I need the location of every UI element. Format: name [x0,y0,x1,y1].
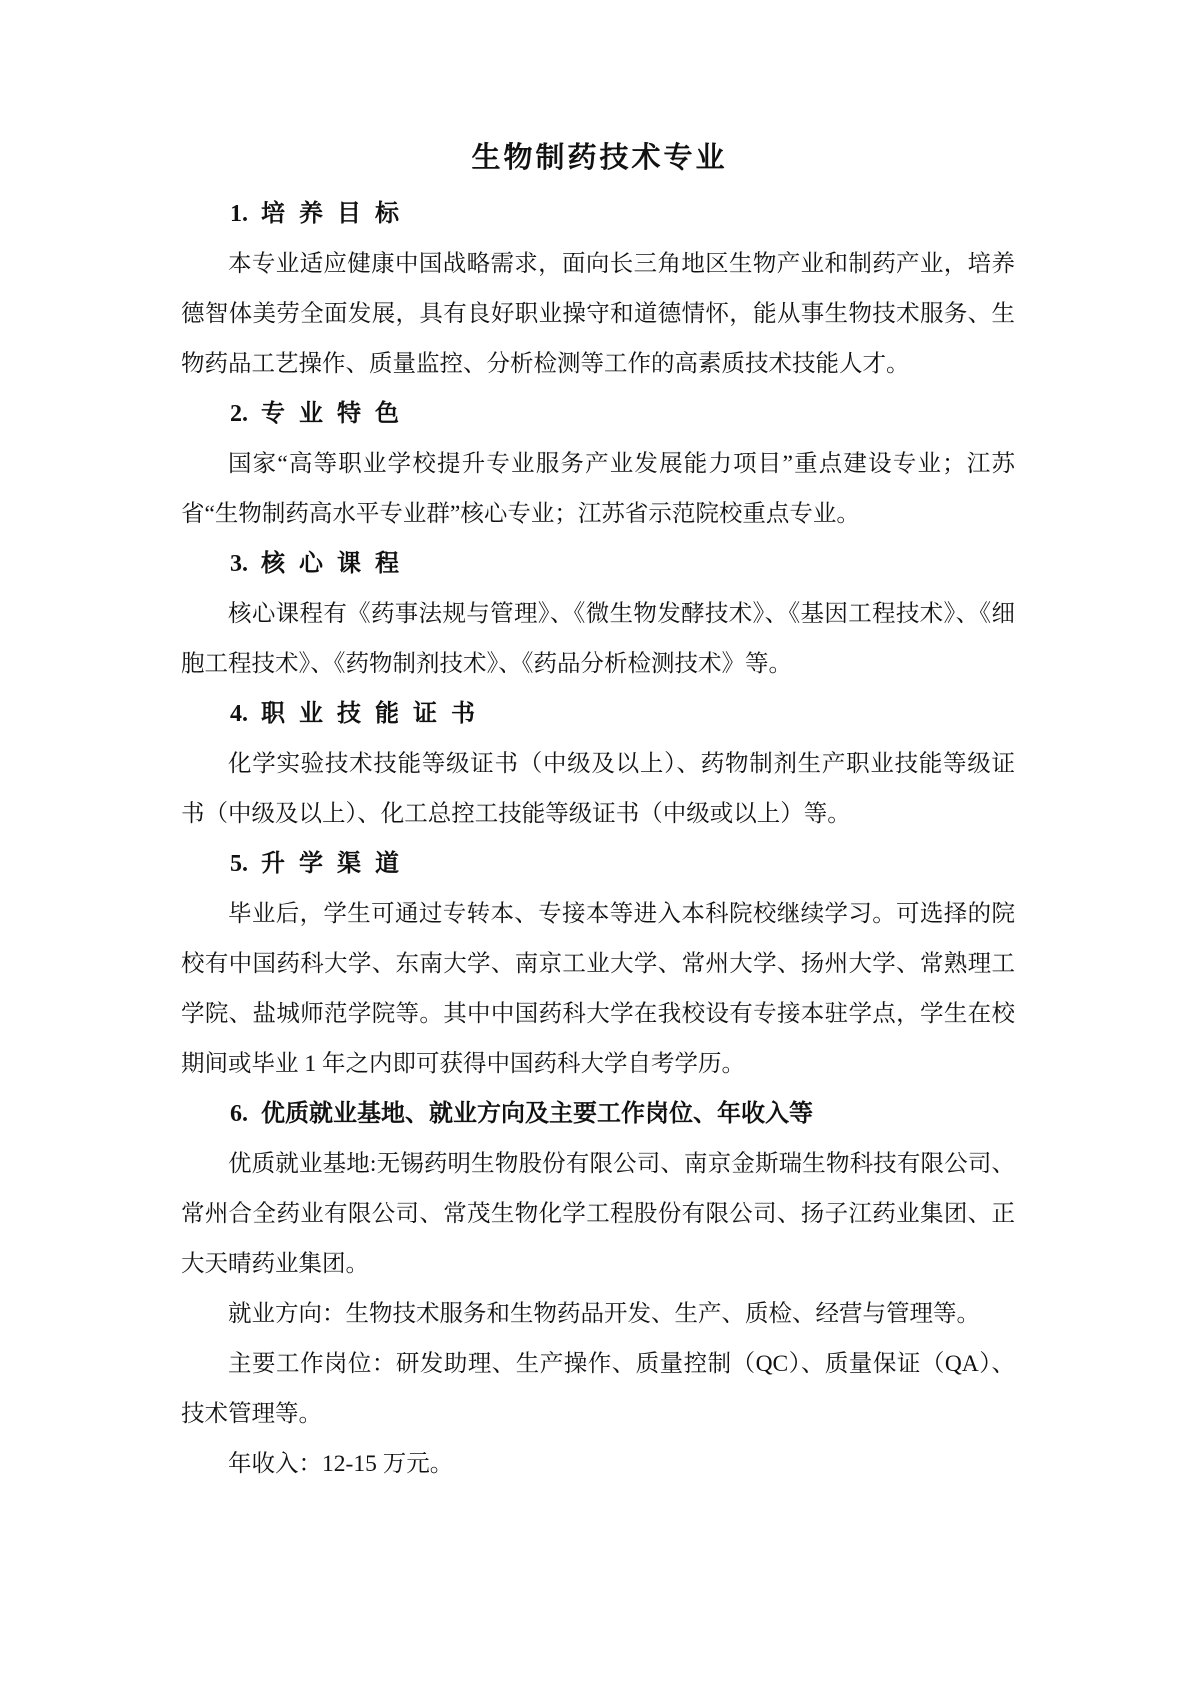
section-6-paragraph-job-positions: 主要工作岗位：研发助理、生产操作、质量控制（QC）、质量保证（QA）、技术管理等。 [181,1351,1015,1427]
section-6-paragraph-annual-income: 年收入：12-15 万元。 [228,1451,454,1477]
section-4-number: 4. [230,701,248,727]
document-title: 生物制药技术专业 [471,142,728,174]
section-5-heading [181,839,1015,889]
section-5-heading-label: 升学渠道 [261,851,413,877]
section-1-number: 1. [230,201,248,227]
section-4-heading [181,689,1015,739]
section-6-heading-label: 优质就业基地、就业方向及主要工作岗位、年收入等 [261,1101,813,1127]
section-6-paragraph-employment-bases: 优质就业基地:无锡药明生物股份有限公司、南京金斯瑞生物科技有限公司、常州合全药业有限公司、常茂生物化学工程股份有限公司、扬子江药业集团、正大天晴药业集团。 [181,1151,1015,1277]
section-2-heading [181,389,1015,439]
section-1-heading-label: 培养目标 [261,201,413,227]
section-6-heading [181,1089,1015,1139]
section-6-number: 6. [230,1101,248,1127]
section-3-number: 3. [230,551,248,577]
section-5-paragraph-further-study: 毕业后，学生可通过专转本、专接本等进入本科院校继续学习。可选择的院校有中国药科大学、东南大学、南京工业大学、常州大学、扬州大学、常熟理工学院、盐城师范学院等。其中中国药科大学在我校设有专接本驻学点，学生在校期间或毕业 1 年之内即可获得中国药科大学自考学历。 [181,901,1015,1077]
section-1-paragraph-training-objective: 本专业适应健康中国战略需求，面向长三角地区生物产业和制药产业，培养德智体美劳全面发展，具有良好职业操守和道德情怀，能从事生物技术服务、生物药品工艺操作、质量监控、分析检测等工作的高素质技术技能人才。 [181,251,1015,377]
section-4-heading-label: 职业技能证书 [261,701,489,727]
section-2-heading-label: 专业特色 [261,401,413,427]
section-3-heading-label: 核心课程 [261,551,413,577]
section-2-paragraph-major-features: 国家“高等职业学校提升专业服务产业发展能力项目”重点建设专业；江苏省“生物制药高水平专业群”核心专业；江苏省示范院校重点专业。 [181,451,1015,527]
section-2-number: 2. [230,401,248,427]
section-3-heading [181,539,1015,589]
section-5-number: 5. [230,851,248,877]
section-6-paragraph-employment-direction: 就业方向：生物技术服务和生物药品开发、生产、质检、经营与管理等。 [228,1301,980,1327]
section-1-heading [181,189,1015,239]
section-4-paragraph-certificates: 化学实验技术技能等级证书（中级及以上）、药物制剂生产职业技能等级证书（中级及以上）、化工总控工技能等级证书（中级或以上）等。 [181,751,1015,827]
section-3-paragraph-core-courses: 核心课程有《药事法规与管理》、《微生物发酵技术》、《基因工程技术》、《细胞工程技术》、《药物制剂技术》、《药品分析检测技术》等。 [181,601,1015,677]
